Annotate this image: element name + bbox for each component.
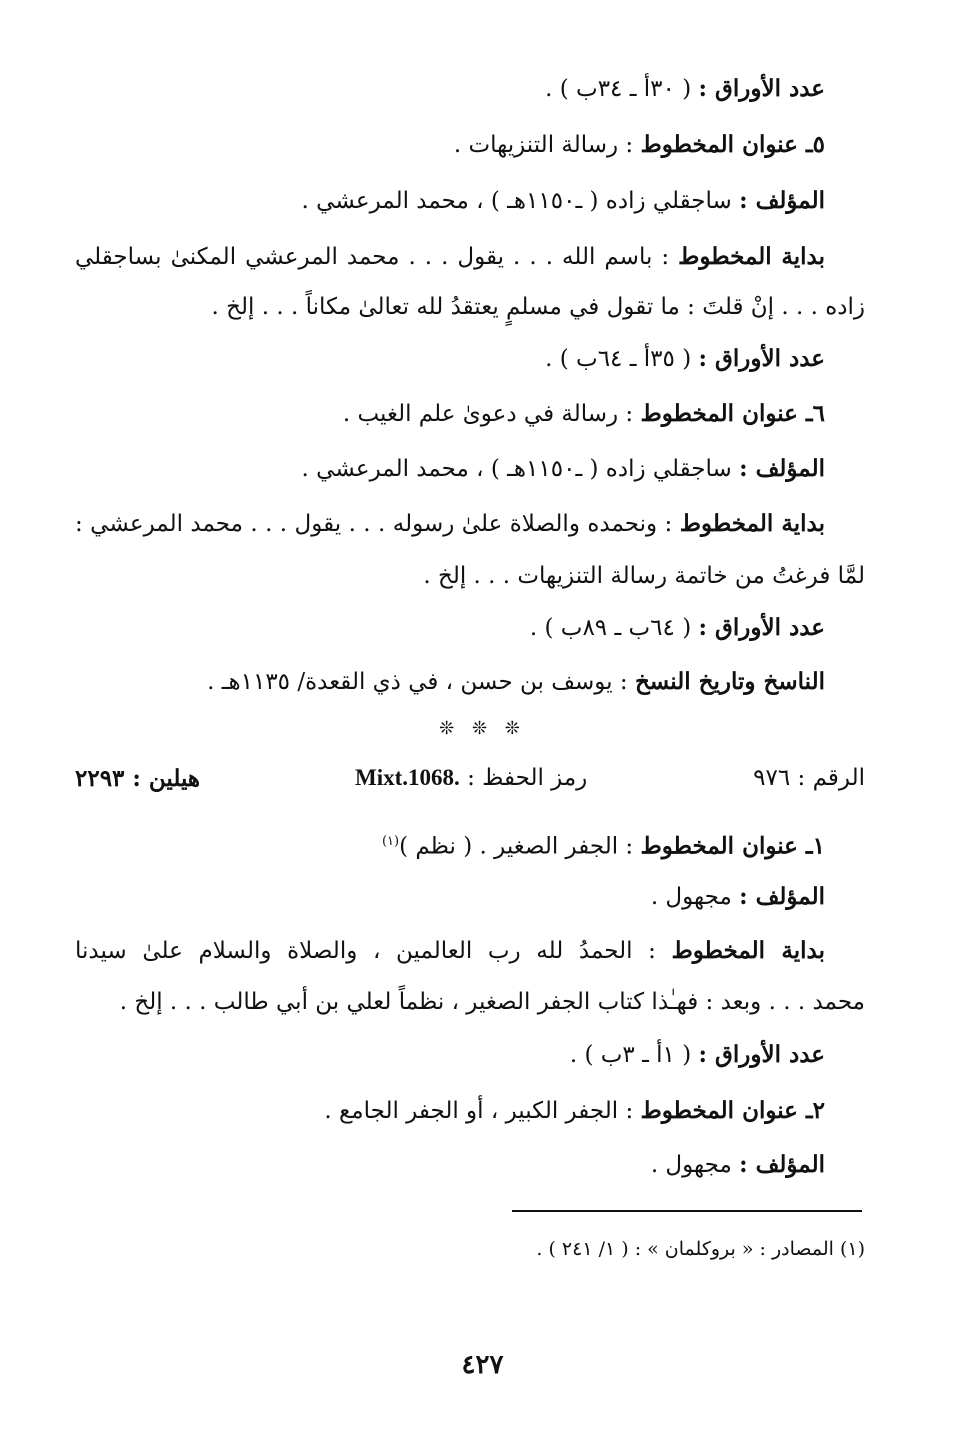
l18-text: : الجفر الكبير ، أو الجفر الجامع . [324,1098,641,1124]
l14-label: المؤلف : [739,883,825,910]
record-header [75,765,865,805]
l9-text: : ونحمده والصلاة علىٰ رسوله . . . يقول . . . محمد المرعشي : [75,511,680,537]
l1-text: ( ٣٠أ ـ ٣٤ب ) . [545,76,699,102]
l18-label: ٢ـ عنوان المخطوط [640,1097,825,1124]
l8-label: المؤلف : [739,455,825,482]
record-number: الرقم : ٩٧٦ [753,765,865,791]
l2 [454,128,825,162]
l6-text: ( ٣٥أ ـ ٦٤ب ) . [545,346,699,372]
l7 [343,397,825,431]
l17-label: عدد الأوراق : [698,1041,825,1068]
record-hilen: هيلين : ٢٢٩٣ [75,765,201,792]
l4 [75,240,825,274]
footnote-rule [512,1210,862,1212]
l12-label: الناسخ وتاريخ النسخ [634,668,825,695]
l9 [75,507,825,541]
l3-label: المؤلف : [739,187,825,214]
l13-label: ١ـ عنوان المخطوط [640,832,825,860]
l17-text: ( ١أ ـ ٣ب ) . [569,1042,699,1068]
l19-text: مجهول . [650,1152,740,1178]
l10 [423,559,865,593]
l6 [545,342,825,376]
l18 [324,1094,825,1128]
section-separator: ❊ ❊ ❊ [439,718,526,739]
record-code [355,765,587,791]
l11 [530,611,825,645]
l5 [212,290,865,324]
l14 [651,880,825,914]
page-number: ٤٢٧ [461,1350,504,1380]
l16-text: محمد . . . وبعد : فهـٰذا كتاب الجفر الصغير ، نظماً لعلي بن أبي طالب . . . إلخ . [119,989,865,1015]
l13-text: : الجفر الصغير . ( نظم ) [399,833,641,860]
l11-label: عدد الأوراق : [698,614,825,641]
l16 [120,985,865,1019]
l7-label: ٦ـ عنوان المخطوط [640,400,825,427]
l13 [382,825,825,864]
l4-label: بداية المخطوط [678,243,825,270]
l6-label: عدد الأوراق : [698,345,825,372]
l15-text: : الحمدُ لله رب العالمين ، والصلاة والسلام علىٰ سيدنا [75,938,672,964]
l3 [302,184,825,218]
l10-text: لمَّا فرغتُ من خاتمة رسالة التنزيهات . . . إلخ . [423,563,865,589]
l1-label: عدد الأوراق : [698,75,825,102]
l9-label: بداية المخطوط [679,510,825,537]
l12 [207,665,825,699]
l13-footnote-ref: (١) [381,834,400,849]
l14-text: مجهول . [650,884,740,910]
l7-text: : رسالة في دعوىٰ علم الغيب . [342,401,641,427]
l4-text: : باسم الله . . . يقول . . . محمد المرعشي المكنىٰ بساجقلي [75,244,679,270]
footnote: (١) المصادر : « بروكلمان » : ( ١/ ٢٤١ ) . [536,1238,865,1260]
l3-text: ساجقلي زاده ( ـ١١٥٠هـ ) ، محمد المرعشي . [301,188,740,214]
l5-text: زاده . . . إنْ قلتَ : ما تقول في مسلمٍ يعتقدُ لله تعالىٰ مكاناً . . . إلخ . [211,294,865,320]
l15 [75,934,825,968]
l8 [302,452,825,486]
l2-text: : رسالة التنزيهات . [453,132,641,158]
l17 [570,1038,825,1072]
l11-text: ( ٦٤ب ـ ٨٩ب ) . [529,615,699,641]
record-code-value: Mixt.1068. [355,765,460,790]
l12-text: : يوسف بن حسن ، في ذي القعدة/ ١١٣٥هـ . [207,669,635,695]
l15-label: بداية المخطوط [671,937,826,964]
record-code-label: رمز الحفظ : [467,765,588,791]
l1 [545,72,825,106]
l19-label: المؤلف : [739,1151,825,1178]
l8-text: ساجقلي زاده ( ـ١١٥٠هـ ) ، محمد المرعشي . [301,456,740,482]
l19 [651,1148,825,1182]
l2-label: ٥ـ عنوان المخطوط [640,131,825,158]
